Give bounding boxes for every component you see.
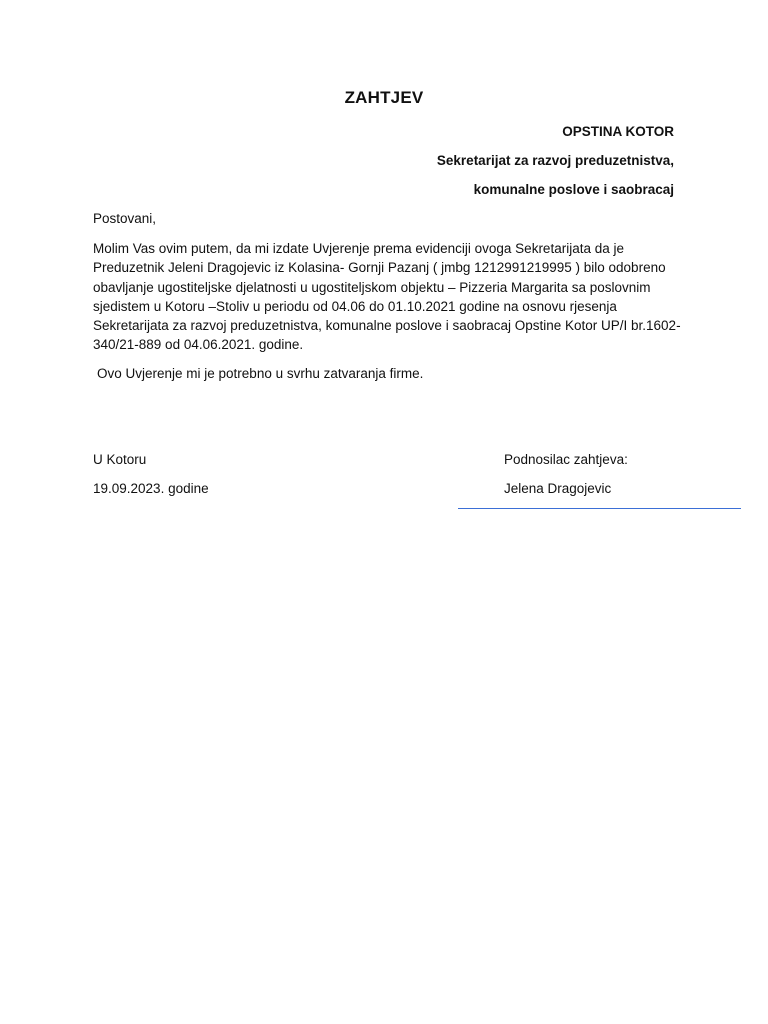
applicant-label: Podnosilac zahtjeva: [504, 452, 628, 467]
recipient-department-line1: Sekretarijat za razvoj preduzetnistva, [436, 153, 674, 168]
place: U Kotoru [93, 452, 147, 467]
recipient-municipality: OPSTINA KOTOR [562, 124, 674, 139]
request-purpose: Ovo Uvjerenje mi je potrebno u svrhu zatvaranja firme. [97, 366, 424, 381]
document-title: ZAHTJEV [344, 88, 424, 107]
greeting: Postovani, [93, 211, 157, 226]
signature-line [458, 508, 741, 509]
recipient-department-line2: komunalne poslove i saobracaj [473, 182, 674, 197]
date: 19.09.2023. godine [93, 481, 209, 496]
applicant-name: Jelena Dragojevic [504, 481, 612, 496]
request-body: Molim Vas ovim putem, da mi izdate Uvjerenje prema evidenciji ovoga Sekretarijata da je Preduzetnik Jeleni Dragojevic iz Kolasina- Gornji Pazanj ( jmbg 1212991219995 ) bilo odobreno obavljanje ugostiteljske djelatnosti u ugostiteljskom objektu – Pizzeria Margarita sa poslovnim sjedistem u Kotoru –Stoliv u periodu od 04.06 do 01.10.2021 godine na osnovu rjesenja Sekretarijata za razvoj preduzetnistva, komunalne poslove i saobracaj Opstine Kotor UP/I br.1602-340/21-889 od 04.06.2021. godine. [93, 241, 681, 353]
